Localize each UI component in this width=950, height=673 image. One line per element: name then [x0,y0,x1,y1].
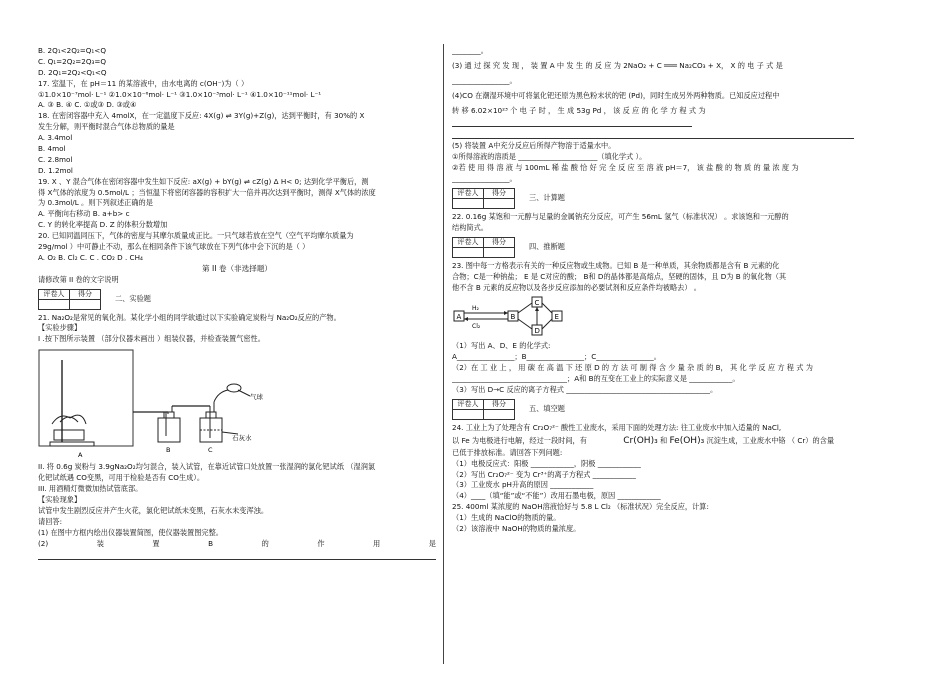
part2-title: 第 II 卷（非选择题） [201,263,273,273]
label-a: A [78,451,83,460]
q17-choices: ①1.0×10⁻⁷mol· L⁻¹ ②1.0×10⁻⁶mol· L⁻¹ ③1.0×10⁻³mol· L⁻¹ ④1.0×10⁻¹¹mol· L⁻¹ [38,89,322,99]
q16-option-d: D. 2Q₁=2Q₂<Q₁<Q [38,67,107,77]
q24-part1: （1）电极反应式：阳极 ____________，阴极 ____________ [452,458,641,468]
q21-part1: (1) 在图中方框内绘出仪器装置简图，使仪器装置图完整。 [38,527,223,537]
node-d: D [534,327,540,336]
q21-phenomena: 试管中发生剧烈反应并产生火花，氯化钯试纸未变黑，石灰水未变浑浊。 [38,505,269,515]
q23-part2-answer: ________________________________；A和 B的互变在工业上的实际意义是 ____________。 [452,374,740,384]
label-cl2: Cl₂ [472,323,481,331]
q23-stem: 23. 图中每一方格表示有关的一种反应物或生成物。已知 B 是一种单质，其余物质都是含有 B 元素的化 [452,260,780,270]
label-b: B [166,446,171,455]
score-table: 评卷人 得分 [452,188,515,209]
q21-part4: (4)CO 在潮湿环境中可将氯化钯还原为黑色粉末状的钯 (Pd)，同时生成另外两种物质。已知反应过程中 [452,90,780,100]
q21-part5-2-blank: ________________。 [452,174,517,184]
reaction-diagram-drawing [452,295,564,339]
q18-option-d: D. 1.2mol [38,165,73,175]
score-box-experiment [38,289,436,310]
q24-stem-2: 以 Fe 为电极进行电解，经过一段时间，有 Cr(OH)₃ 和 Fe(OH)₃ 沉淀生成，工业废水中铬 （ Cr）的含量 [452,435,835,446]
column-divider [443,44,444,664]
label-limewater: 石灰水 [232,434,252,443]
q19-options-cd: C. Y 的转化率提高 D. Z 的体积分数增加 [38,220,168,230]
q20-stem: 20. 已知同温同压下，气体的密度与其摩尔质量成正比。一只气球若放在空气（空气平均摩尔质量为 [38,231,354,241]
section-title-fill: 五、填空题 [529,403,565,413]
section-title-calc: 三、计算题 [529,193,565,203]
q24-part4: （4）____（填“能”或“不能”）改用石墨电极，原因 ____________ [452,491,661,501]
score-box-infer [452,237,854,258]
label-balloon: 气球 [250,393,263,402]
q23-stem-3: 他不含 B 元素的反应物以及各步反应添加的必要试剂和反应条件均被略去） 。 [452,282,701,292]
q20-stem-2: 29g/mol ）中可静止不动，那么在相同条件下该气球放在下列气体中会下沉的是（ ） [38,242,310,252]
section-title-infer: 四、推断题 [529,241,565,251]
formula-fe-oh3: Fe(OH)₃ [669,435,705,446]
q24-part2: （2）写出 Cr₂O₇²⁻ 变为 Cr³⁺的离子方程式 ____________ [452,469,636,479]
node-c: C [534,299,540,308]
apparatus-drawing [38,348,268,460]
apparatus-figure [38,348,268,460]
q21-part5-1: ①所得溶液的溶质是 ______________________（填化学式 ）。 [452,152,647,162]
q25-part1: （1）生成的 NaClO的物质的量。 [452,513,561,523]
q24-stem-3: 已低于排放标准。请回答下列问题: [452,447,563,457]
q21-part5-2: ②若 使 用 得 溶 液 与 100mL 稀 盐 酸 恰 好 完 全 反 应 至 溶 液 pH＝7， 该 盐 酸 的 物 质 的 量 浓 度 为 [452,163,799,173]
q19-stem-2: 得 X气体的浓度为 0.5mol/L ；当恒温下将密闭容器的容积扩大一倍并再次达到平衡时，测得 X气体的浓度 [38,187,376,197]
q21-phenomena-heading: 【实验现象】 [38,494,82,504]
q17-stem: 17. 室温下，在 pH＝11 的某溶液中，由水电离的 c(OH⁻)为（ ） [38,78,249,88]
q18-option-b: B. 4mol [38,144,66,154]
formula-cr-oh3: Cr(OH)₃ [623,435,658,446]
q19-stem-3: 为 0.3mol/L 。则下列叙述正确的是 [38,198,153,208]
q21-step-3: III. 用酒精灯微微加热试管底部。 [38,484,143,494]
q19-stem: 19. X 、Y 混合气体在密闭容器中发生如下反应: aX(g) + bY(g) ⇌ cZ(g) Δ H< 0; 达到化学平衡后，测 [38,176,369,186]
node-a: A [456,313,462,322]
q21-step-2b: 化钯试纸遇 CO变黑，可用于检验是否有 CO生成）。 [38,473,205,483]
q18-option-c: C. 2.8mol [38,154,73,164]
q21-part4-line-2 [452,129,854,139]
empty-frame-box [39,350,133,446]
q17-options: A. ③ B. ④ C. ①或③ D. ③或④ [38,100,137,110]
q21-steps-heading: 【实验步骤】 [38,323,82,333]
q16-option-c: C. Q₁=2Q₂=2Q₃=Q [38,56,107,66]
score-table: 评卷人 得分 [452,399,515,420]
q21-answer-prompt: 请回答: [38,516,62,526]
q23-part3: （3）写出 D→C 反应的离子方程式 ________________________________________。 [452,385,718,395]
q23-part1: （1）写出 A、D、E 的化学式: [452,341,551,351]
q23-part1-answers: A________________；B________________；C________________。 [452,352,661,362]
node-b: B [510,313,516,322]
label-c: C [208,446,213,455]
q24-part3: （3）工业废水 pH升高的原因 ____________ [452,480,594,490]
node-e: E [554,313,559,322]
q21-part2-blank-end: ________。 [452,46,488,55]
q24-stem: 24. 工业上为了处理含有 Cr₂O₇²⁻ 酸性工业废水，采用下面的处理方法: 往工业废水中加入适量的 NaCl, [452,422,782,432]
label-h2: H₂ [472,305,479,313]
q21-part3: (3) 通 过 探 究 发 现 ， 装 置 A 中 发 生 的 反 应 为 2NaO₂ + C ═══ Na₂CO₃ + X， X 的 电 子 式 是 [452,60,783,70]
q18-stem-2: 发生分解，则平衡时混合气体总物质的量是 [38,122,175,132]
q21-part4b: 转 移 6.02×10²³ 个 电 子 时 ， 生 成 53g Pd ， 该 反 应 的 化 学 方 程 式 为 [452,105,706,115]
section-title-experiment: 二、实验题 [115,293,151,303]
q16-option-b: B. 2Q₁<2Q₂=Q₁<Q [38,46,106,55]
q21-answer-line [38,550,436,560]
score-box-fill [452,399,854,420]
q18-option-a: A. 3.4mol [38,133,73,143]
grader-label: 评卷人 [39,289,70,299]
q21-part5: (5) 将装置 A中充分反应后所得产物溶于适量水中。 [452,141,616,151]
score-table [38,289,101,310]
left-column [38,46,436,562]
reaction-diagram [452,295,564,339]
q21-part4-line [452,117,692,127]
q21-part2: (2) 装 置 B 的 作 用 是 [38,538,436,548]
score-cell [70,299,101,309]
q21-stem: 21. Na₂O₂是常见的氧化剂。某化学小组的同学欲通过以下实验确定炭粉与 Na₂O₂反应的产物。 [38,312,341,322]
q23-stem-2: 合物；C是一种钠盐； E 是 C对应的酸； B和 D的晶体都是高熔点，坚硬的固体，且 D为 B 的氧化物（其 [452,271,787,281]
grader-cell [39,299,70,309]
q20-options: A. O₂ B. Cl₂ C. C . CO₂ D . CH₄ [38,252,143,262]
q21-part3-blank: ________________。 [452,75,517,85]
q25-part2: （2）该溶液中 NaOH的物质的量浓度。 [452,524,581,534]
q23-part2: （2）在 工 业 上 ， 用 碳 在 高 温 下 还 原 D 的 方 法 可 制 得 含 少 量 杂 质 的 B， 其 化 学 反 应 方 程 式 为 [452,363,813,373]
q19-options-ab: A. 平衡向右移动 B. a+b> c [38,209,130,219]
part2-note: 请修改第 II 卷的文字说明 [38,274,119,284]
q21-step-1: I .按下图所示装置 （部分仪器未画出 ）组装仪器，并检查装置气密性。 [38,334,265,344]
q22-stem: 22. 0.16g 某饱和一元醇与足量的金属钠充分反应，可产生 56mL 氢气（标准状况） 。求该饱和一元醇的 [452,212,789,222]
q21-step-2: II. 将 0.6g 炭粉与 3.9gNa₂O₂均匀混合，装入试管，在靠近试管口处放置一张湿润的氯化钯试纸 （湿润氯 [38,462,376,472]
score-box-calc [452,188,854,209]
score-table: 评卷人 得分 [452,237,515,258]
score-label: 得分 [70,289,101,299]
q22-stem-2: 结构简式。 [452,222,488,232]
q25-stem: 25. 400ml 某浓度的 NaOH溶液恰好与 5.8 L Cl₂ （标准状况）完全反应，计算: [452,502,709,512]
right-column [452,46,854,535]
q18-stem: 18. 在密闭容器中充入 4molX，在一定温度下反应: 4X(g) ⇌ 3Y(g)+Z(g)，达到平衡时，有 30%的 X [38,111,365,121]
